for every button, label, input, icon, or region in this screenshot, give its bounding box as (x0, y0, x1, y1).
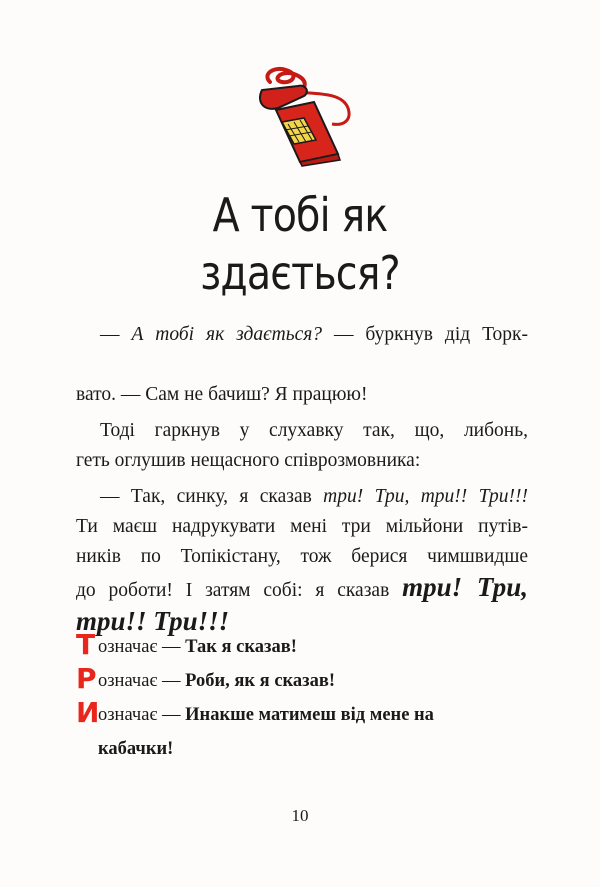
p2-line-a: Тоді гаркнув у слухавку так, що, либонь, (100, 420, 528, 441)
definition-meaning-a: Инакше матимеш від мене на (185, 705, 434, 725)
p2-line-b: геть оглушив нещасного співрозмовника: (76, 450, 421, 471)
p3-script-a: три! Три, (402, 572, 528, 602)
p3-line-a: — Так, синку, я сказав (100, 486, 324, 507)
p1-dash: — (100, 324, 132, 345)
p3-script-b: три!! Три!!! (76, 606, 230, 636)
definition-prefix: означає — (98, 705, 186, 725)
p1-rest-b: вато. — Сам не бачиш? Я працюю! (76, 384, 368, 405)
body-text (76, 320, 528, 642)
p1-rest-a: — буркнув дід Торк- (322, 324, 529, 345)
page-number: 10 (291, 806, 309, 825)
red-letter-r: Р (76, 662, 97, 695)
chapter-title-line-2: здається? (200, 246, 400, 300)
p3-line-d: до роботи! І затям собі: я сказав (76, 580, 403, 601)
definitions-list (76, 630, 546, 766)
paragraph-2 (76, 416, 528, 476)
definition-meaning-b: кабачки! (98, 739, 174, 759)
p3-italic: три! Три, три!! Три!!! (323, 486, 528, 507)
p3-line-b: Ти маєш надрукувати мені три мільйони путів- (76, 516, 528, 537)
definition-item (76, 698, 546, 766)
definition-item (76, 630, 546, 664)
chapter-title (42, 186, 558, 302)
paragraph-3 (76, 482, 528, 636)
definition-item (76, 664, 546, 698)
definition-meaning: Так я сказав! (185, 637, 297, 657)
definition-meaning: Роби, як я сказав! (185, 671, 335, 691)
red-letter-t: Т (76, 628, 96, 661)
p1-italic: А тобі як здається? (131, 324, 323, 345)
paragraph-1 (76, 320, 528, 410)
telephone-illustration (252, 62, 356, 168)
chapter-title-line-1: А тобі як (212, 188, 388, 242)
definition-prefix: означає — (98, 637, 186, 657)
definition-prefix: означає — (98, 671, 186, 691)
red-letter-y: И (76, 696, 100, 729)
p3-line-c: ників по Топікістану, тож берися чимшвидше (76, 546, 528, 567)
